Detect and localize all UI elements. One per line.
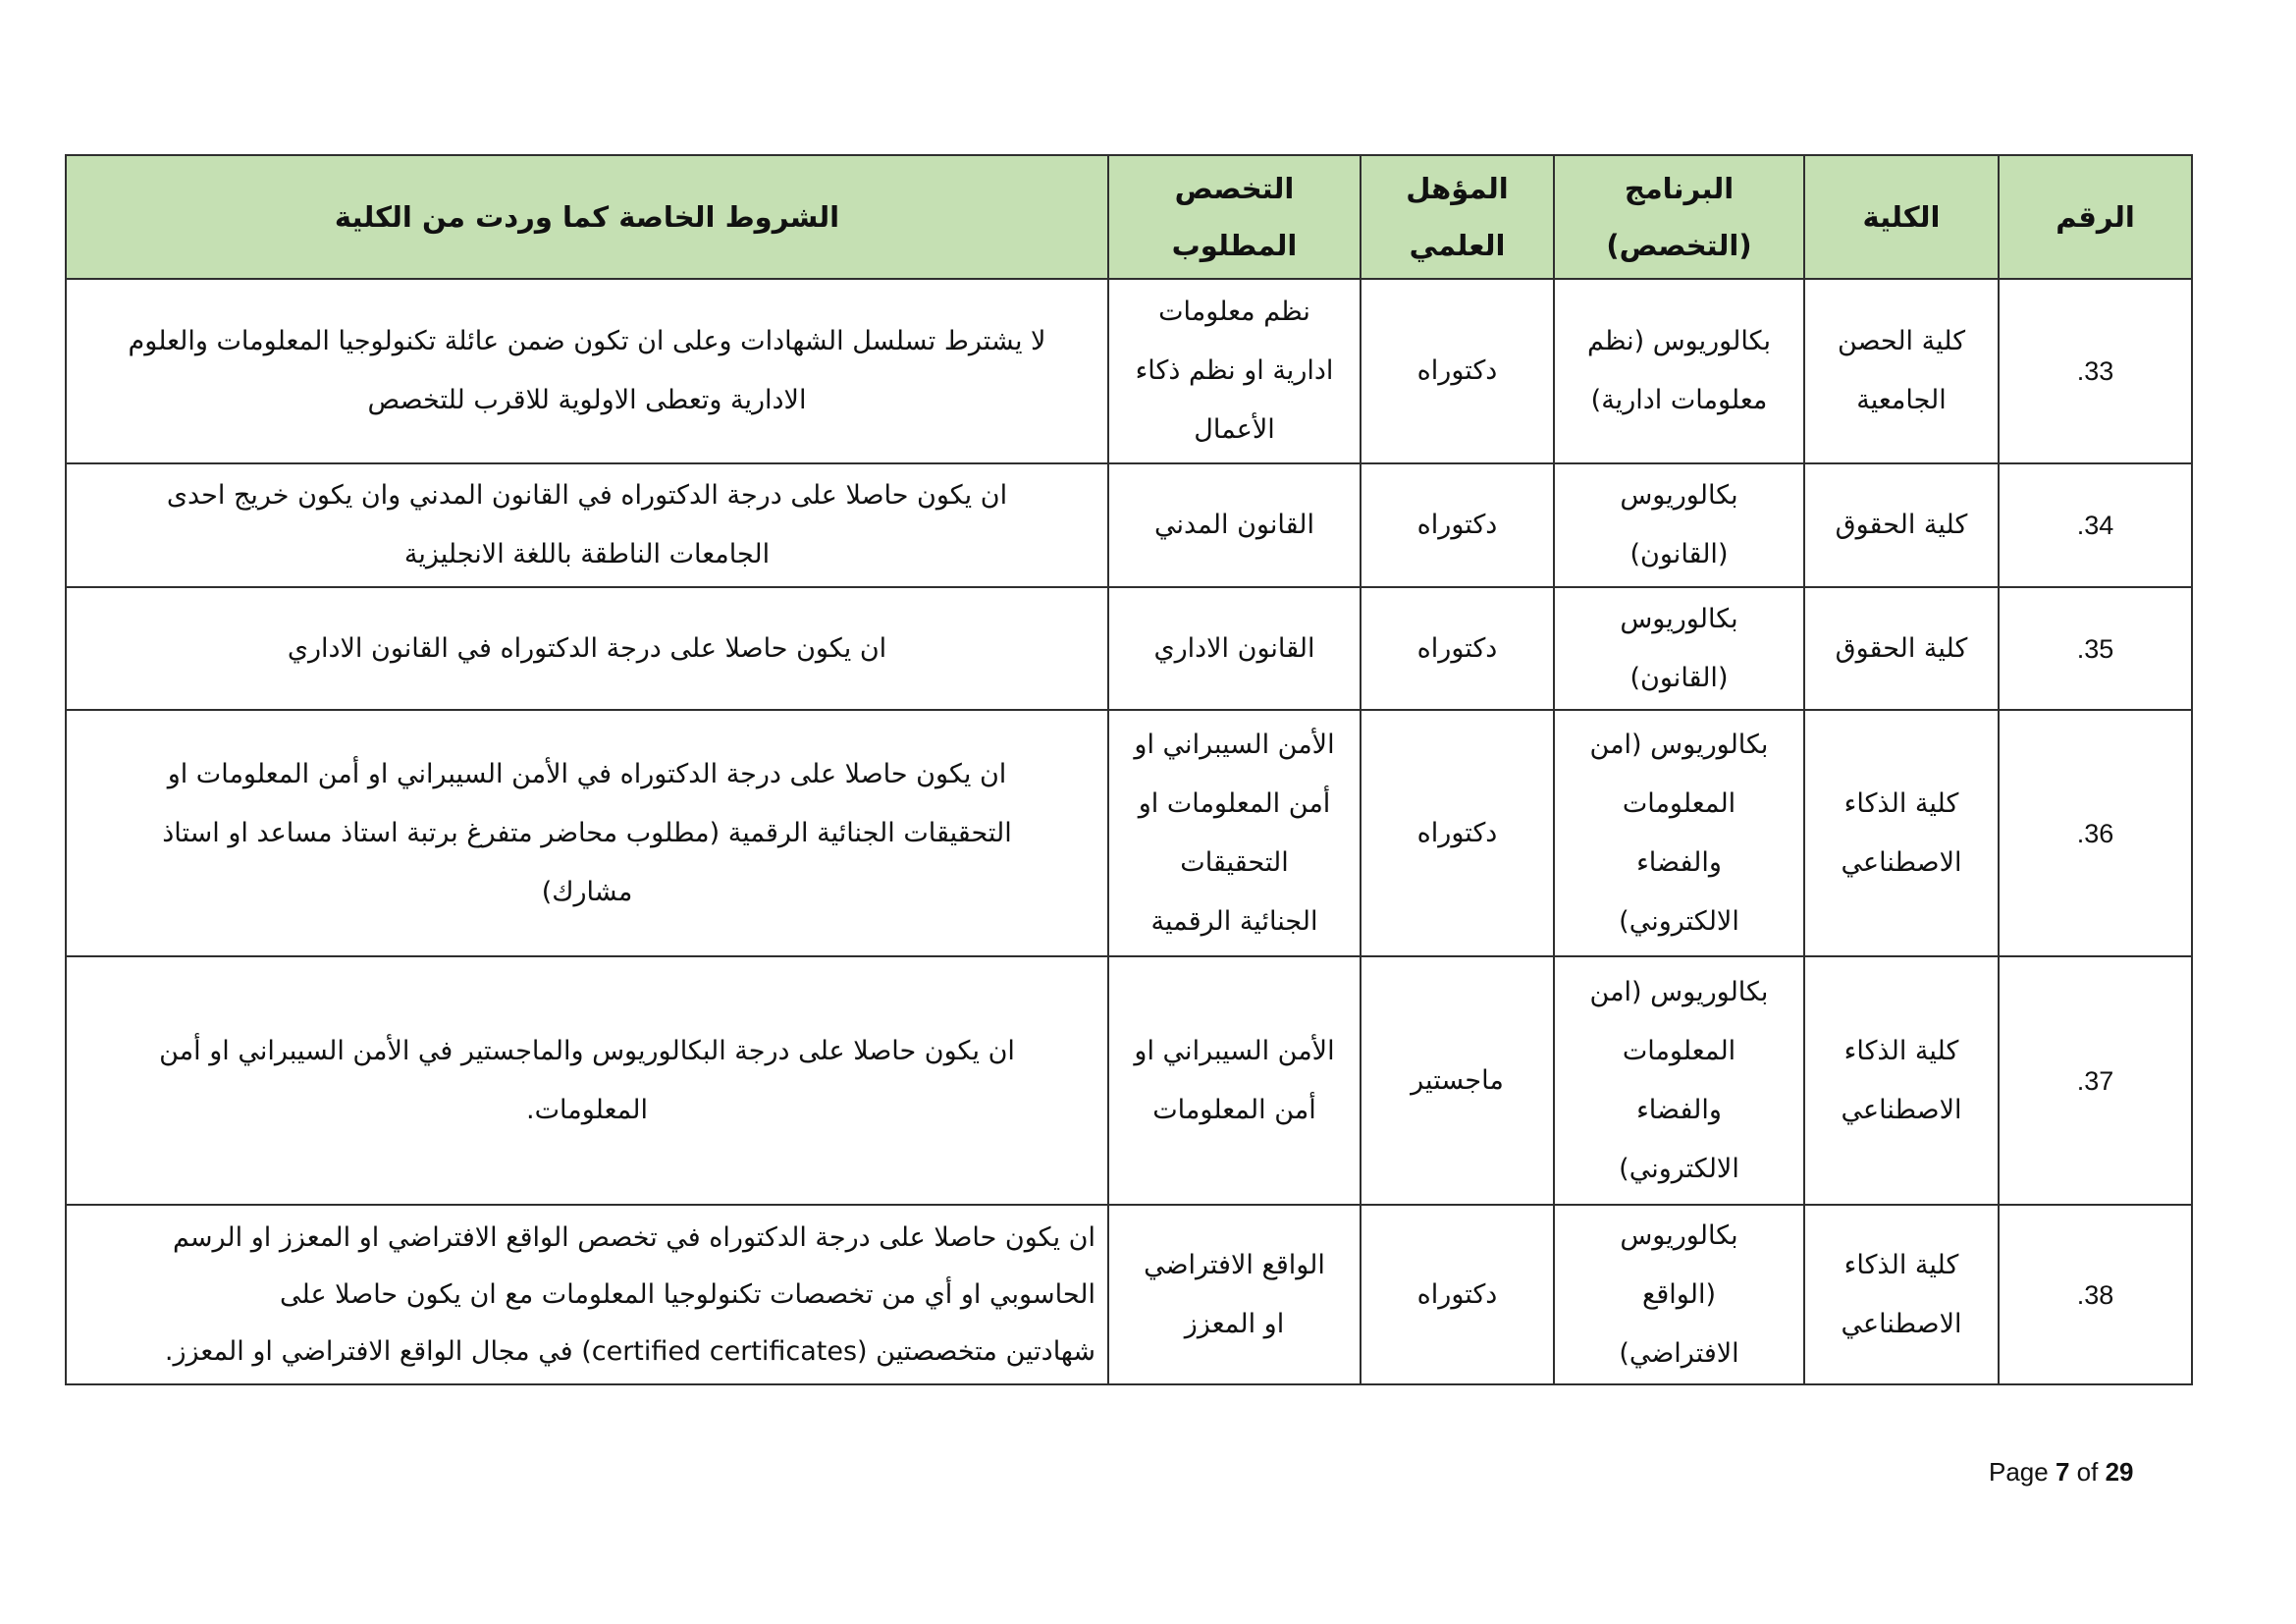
cell-line: بكالوريوس <box>1620 1219 1738 1251</box>
cell-line: التحقيقات <box>1180 846 1289 878</box>
cell-specialization <box>1108 587 1361 710</box>
cell-number: 35. <box>1999 587 2192 710</box>
cell-qualification: ماجستير <box>1361 956 1554 1205</box>
cell-specialization <box>1108 279 1361 463</box>
table-row <box>66 587 2192 710</box>
cell-conditions <box>66 956 1108 1205</box>
cell-line: الالكتروني) <box>1619 905 1739 937</box>
header-number <box>1999 155 2192 279</box>
cell-line: ان يكون حاصلا على درجة الدكتوراه في القانون الاداري <box>287 632 887 664</box>
cell-line: القانون المدني <box>1153 510 1314 540</box>
cell-qualification: دكتوراه <box>1361 710 1554 956</box>
cell-line: بكالوريوس (نظم <box>1586 326 1772 356</box>
cell-line: كلية الحقوق <box>1835 632 1968 664</box>
cell-program <box>1554 956 1804 1205</box>
cell-qualification: دكتوراه <box>1361 1205 1554 1384</box>
cell-specialization <box>1108 710 1361 956</box>
cell-line: الأعمال <box>1194 414 1275 445</box>
cell-conditions <box>66 1205 1108 1384</box>
header-qualification-line: المؤهل <box>1406 172 1509 205</box>
cell-number: 37. <box>1999 956 2192 1205</box>
header-program-line: البرنامج <box>1624 172 1735 205</box>
total-pages-number: 29 <box>2105 1457 2134 1487</box>
header-conditions <box>66 155 1108 279</box>
cell-line: بكالوريوس <box>1620 480 1738 511</box>
cell-qualification: دكتوراه <box>1361 463 1554 587</box>
cell-line: او المعزز <box>1184 1308 1285 1339</box>
cell-specialization <box>1108 1205 1361 1384</box>
cell-college <box>1804 1205 1999 1384</box>
cell-line: الحاسوبي او أي من تخصصات تكنولوجيا المعلومات مع ان يكون حاصلا على <box>280 1278 1095 1310</box>
cell-line: الاصطناعي <box>1841 1308 1962 1339</box>
header-number-label: الرقم <box>2056 200 2135 234</box>
cell-line: والفضاء <box>1636 1094 1722 1125</box>
table-header-row <box>66 155 2192 279</box>
cell-line: ان يكون حاصلا على درجة الدكتوراه في تخصص الواقع الافتراضي او المعزز او الرسم <box>172 1221 1095 1253</box>
cell-line: (القانون) <box>1629 662 1729 693</box>
header-college-label: الكلية <box>1862 200 1941 234</box>
table-row <box>66 956 2192 1205</box>
cell-program <box>1554 710 1804 956</box>
cell-college <box>1804 279 1999 463</box>
cell-line: كلية الذكاء <box>1843 1035 1959 1066</box>
cell-line: الأمن السيبراني او <box>1134 729 1335 760</box>
cell-conditions <box>66 587 1108 710</box>
cell-line: الجامعية <box>1856 385 1947 415</box>
cell-line: ان يكون حاصلا على درجة الدكتوراه في القانون المدني وان يكون خريج احدى <box>166 480 1008 511</box>
cell-line: والفضاء <box>1636 846 1722 878</box>
cell-line: الجامعات الناطقة باللغة الانجليزية <box>403 539 771 569</box>
cell-program <box>1554 587 1804 710</box>
header-qualification <box>1361 155 1554 279</box>
cell-line: الادارية وتعطى الاولوية للاقرب للتخصص <box>367 385 807 415</box>
cell-college <box>1804 587 1999 710</box>
cell-line: أمن المعلومات <box>1152 1094 1316 1125</box>
cell-number: 38. <box>1999 1205 2192 1384</box>
vacancies-table <box>65 154 2193 1385</box>
page-number-footer <box>1989 1457 2134 1488</box>
cell-conditions <box>66 710 1108 956</box>
cell-specialization <box>1108 463 1361 587</box>
cell-line: كلية الذكاء <box>1843 787 1959 819</box>
header-conditions-label: الشروط الخاصة كما وردت من الكلية <box>334 200 840 234</box>
cell-program <box>1554 463 1804 587</box>
cell-college <box>1804 956 1999 1205</box>
cell-line: الاصطناعي <box>1841 846 1962 878</box>
table-row <box>66 1205 2192 1384</box>
cell-line: المعلومات <box>1622 787 1736 819</box>
header-qualification-line: العلمي <box>1409 229 1506 262</box>
cell-line: المعلومات <box>1622 1035 1736 1066</box>
cell-line: الجنائية الرقمية <box>1150 905 1318 937</box>
cell-line: كلية الحقوق <box>1835 510 1968 540</box>
cell-line: المعلومات. <box>526 1094 648 1125</box>
header-specialization-line: التخصص <box>1174 172 1295 205</box>
cell-line: كلية الذكاء <box>1843 1249 1959 1280</box>
cell-line: الأمن السيبراني او <box>1134 1035 1335 1066</box>
cell-line: الاصطناعي <box>1841 1094 1962 1125</box>
cell-line: التحقيقات الجنائية الرقمية (مطلوب محاضر متفرغ برتبة استاذ مساعد او استاذ <box>162 817 1012 848</box>
cell-conditions <box>66 279 1108 463</box>
cell-line: القانون الاداري <box>1153 632 1315 664</box>
page-label: Page <box>1989 1457 2049 1487</box>
header-specialization-line: المطلوب <box>1171 229 1298 262</box>
cell-line: بكالوريوس <box>1620 603 1738 634</box>
header-specialization <box>1108 155 1361 279</box>
cell-line: مشارك) <box>541 876 633 907</box>
cell-qualification: دكتوراه <box>1361 279 1554 463</box>
cell-line: لا يشترط تسلسل الشهادات وعلى ان تكون ضمن عائلة تكنولوجيا المعلومات والعلوم <box>128 326 1046 356</box>
cell-line: الافتراضي) <box>1619 1337 1739 1369</box>
of-label: of <box>2076 1457 2099 1487</box>
header-college <box>1804 155 1999 279</box>
cell-line: ان يكون حاصلا على درجة البكالوريوس والماجستير في الأمن السيبراني او أمن <box>159 1035 1015 1066</box>
cell-number: 34. <box>1999 463 2192 587</box>
cell-line: شهادتين متخصصتين (certified certificates) في مجال الواقع الافتراضي او المعزز. <box>164 1335 1095 1367</box>
cell-line: ان يكون حاصلا على درجة الدكتوراه في الأمن السيبراني او أمن المعلومات او <box>167 758 1007 789</box>
current-page-number: 7 <box>2055 1457 2070 1487</box>
cell-line: ادارية او نظم ذكاء <box>1135 355 1334 386</box>
cell-program <box>1554 1205 1804 1384</box>
cell-line: بكالوريوس (امن <box>1589 729 1769 760</box>
cell-program <box>1554 279 1804 463</box>
table-row <box>66 710 2192 956</box>
cell-college <box>1804 710 1999 956</box>
cell-specialization <box>1108 956 1361 1205</box>
cell-line: (الواقع <box>1642 1278 1716 1310</box>
header-program <box>1554 155 1804 279</box>
cell-line: الالكتروني) <box>1619 1153 1739 1184</box>
cell-line: الواقع الافتراضي <box>1144 1249 1325 1280</box>
cell-line: بكالوريوس (امن <box>1589 976 1769 1007</box>
cell-line: نظم معلومات <box>1158 297 1310 327</box>
table-row <box>66 279 2192 463</box>
table-row <box>66 463 2192 587</box>
cell-line: أمن المعلومات او <box>1138 787 1331 819</box>
header-program-line: (التخصص) <box>1606 229 1752 262</box>
cell-line: كلية الحصن <box>1837 326 1966 356</box>
cell-college <box>1804 463 1999 587</box>
cell-conditions <box>66 463 1108 587</box>
cell-line: معلومات ادارية) <box>1590 385 1768 415</box>
cell-number: 36. <box>1999 710 2192 956</box>
cell-number: 33. <box>1999 279 2192 463</box>
cell-line: (القانون) <box>1629 539 1729 569</box>
cell-qualification: دكتوراه <box>1361 587 1554 710</box>
